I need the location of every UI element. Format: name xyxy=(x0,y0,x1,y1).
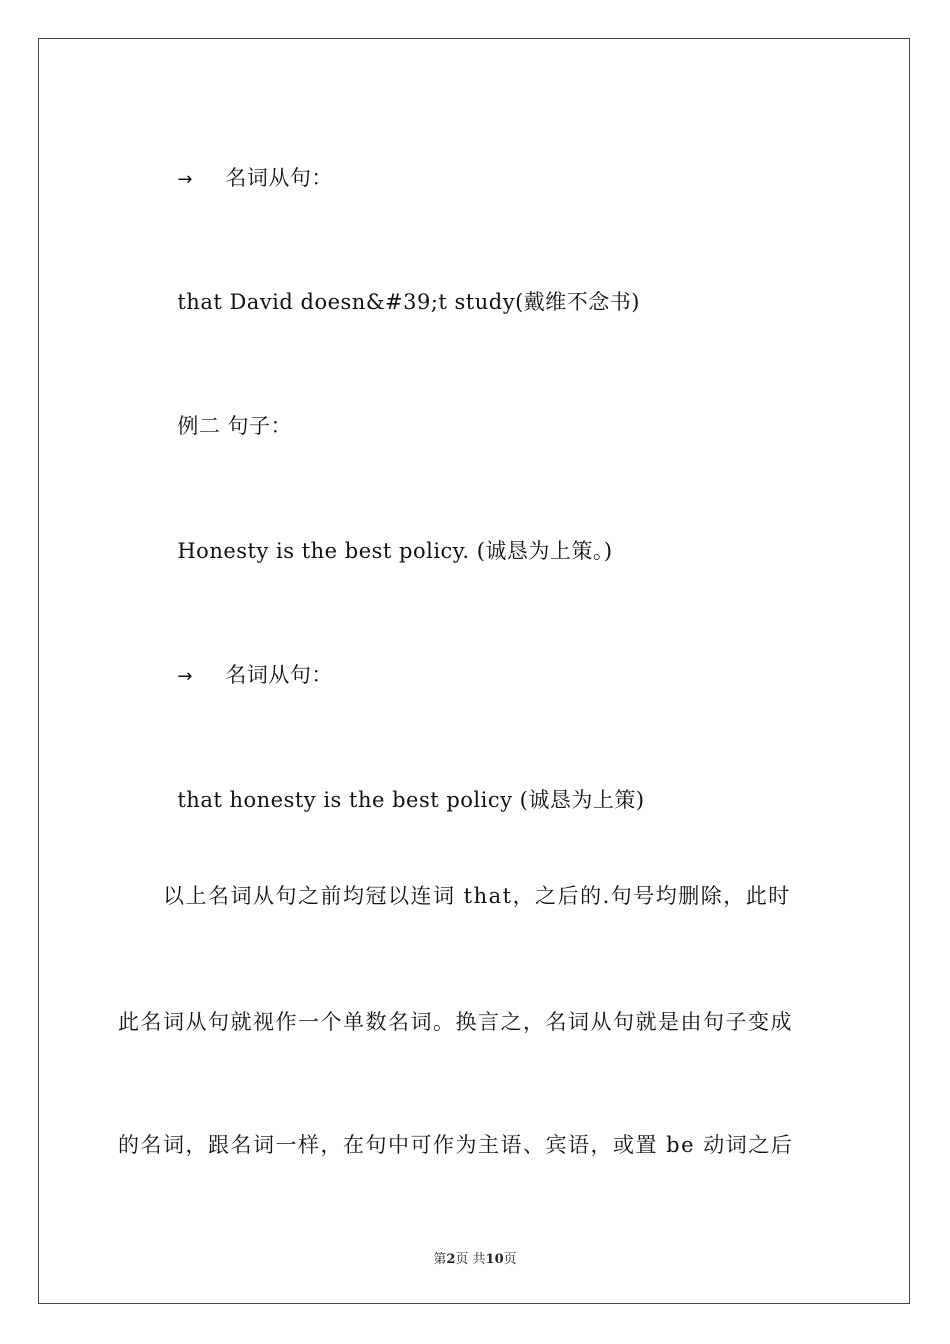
paragraph-row-1: 以上名词从句之前均冠以连词 that，之后的.句号均删除，此时 xyxy=(163,884,791,908)
line-example-2-heading xyxy=(163,384,292,440)
footer-prefix: 第 xyxy=(433,1252,447,1267)
footer-page-number: 2 xyxy=(446,1252,456,1267)
line-text: Honesty is the best policy. (诚恳为上策。) xyxy=(177,539,613,563)
line-example-2-sentence xyxy=(163,509,613,565)
line-text: 名词从句： xyxy=(225,663,333,687)
line-text: that honesty is the best policy (诚恳为上策) xyxy=(177,788,645,812)
arrow-icon: → xyxy=(177,169,193,190)
line-example-1-clause xyxy=(163,260,640,316)
footer-mid: 页 共 xyxy=(455,1252,486,1267)
footer-suffix: 页 xyxy=(503,1252,517,1267)
line-text: 例二 句子： xyxy=(177,414,293,438)
footer-total-pages: 10 xyxy=(485,1252,504,1267)
line-noun-clause-2 xyxy=(163,633,333,691)
paragraph-row-2: 此名词从句就视作一个单数名词。换言之，名词从句就是由句子变成 xyxy=(118,1010,793,1034)
line-text: that David doesn&#39;t study(戴维不念书) xyxy=(177,290,640,314)
line-text: 名词从句： xyxy=(225,166,333,190)
paragraph-row-3: 的名词，跟名词一样，在句中可作为主语、宾语，或置 be 动词之后 xyxy=(118,1133,794,1157)
line-example-2-clause xyxy=(163,758,645,814)
arrow-icon: → xyxy=(177,666,193,687)
page-footer xyxy=(0,1248,950,1267)
line-noun-clause-1 xyxy=(163,136,333,194)
